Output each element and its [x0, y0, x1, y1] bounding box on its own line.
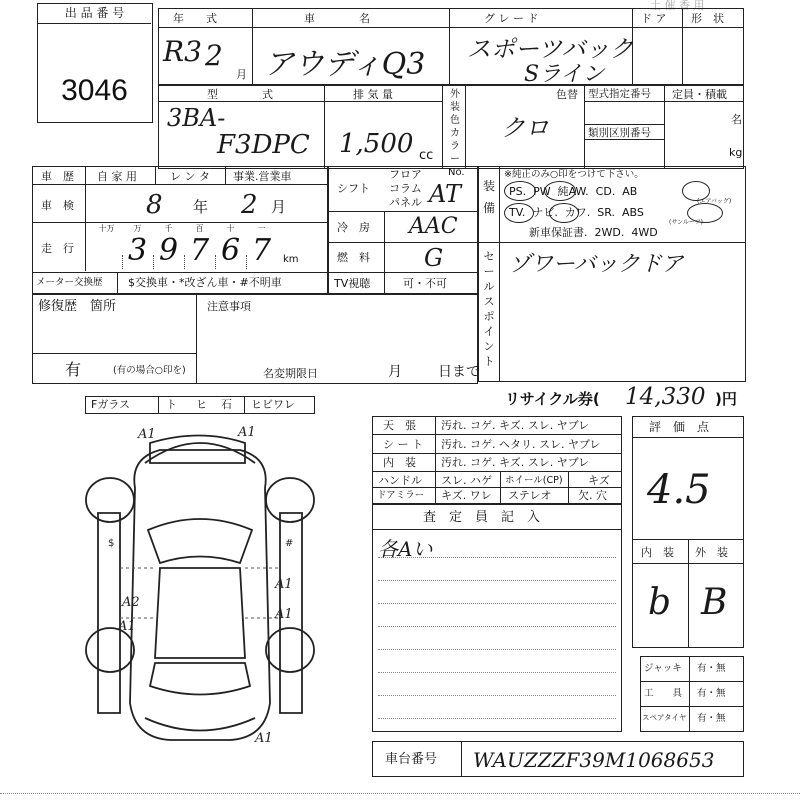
wheel-rear-left [86, 628, 134, 672]
airbag-sub: (エアバッグ) [697, 198, 732, 205]
interior-grade-value: b [648, 582, 672, 623]
sales-point-label: セールスポイント [483, 250, 495, 368]
meter-label: メーター交換歴 [36, 277, 103, 288]
lot-number: 3046 [61, 74, 128, 107]
tv-label: TV視聴 [334, 277, 371, 290]
recycle-unit: )円 [715, 390, 737, 408]
shape-label: 形 状 [691, 12, 724, 25]
grade-value: 4.5 [647, 467, 711, 513]
tag-fglass: Fガラス [91, 398, 130, 411]
history-label: 車 歴 [41, 170, 74, 183]
mileage-digit-label: 十 [226, 224, 235, 233]
mileage-digit: 3 [127, 233, 148, 268]
mileage-digit-cell [122, 223, 153, 271]
wheel-value: キズ [588, 474, 610, 487]
inspector-box [372, 504, 622, 732]
interior-grade-label: 内 装 [641, 546, 674, 559]
color-value: クロ [501, 114, 549, 142]
car-rear-outline [145, 718, 255, 731]
spare-tire-label: スペアタイヤ [642, 713, 687, 722]
shift-box [328, 166, 478, 294]
wheel-front-right [266, 478, 314, 522]
month-unit: 月 [236, 68, 247, 81]
repair-box [32, 294, 478, 384]
tag-crack: ヒビワレ [251, 398, 295, 411]
inspection-label: 車 検 [41, 199, 74, 212]
ext-color-label: 外装色カラーNo. [448, 89, 465, 178]
jack-value: 有・無 [697, 663, 726, 674]
damage-mark-1: A1 [138, 427, 156, 442]
type-no-label: 型式指定番号 [588, 88, 651, 100]
person-unit: 名 [731, 113, 742, 126]
handle-label: ハンドル [378, 474, 422, 487]
tag-to: ト [166, 398, 177, 411]
tools-value: 有・無 [697, 688, 726, 699]
displacement-label: 排 気 量 [353, 88, 393, 101]
car-body-outline [130, 450, 270, 740]
mirror-options: キズ. ワレ [441, 489, 492, 502]
interior-label: 内 装 [383, 456, 416, 469]
mileage-digit-cell [246, 223, 277, 271]
year-value: R3 [163, 35, 202, 68]
seat-label: シ ー ト [383, 438, 423, 451]
repair-value: 有 [65, 360, 82, 379]
wheel-label: ホイール(CP) [505, 475, 563, 486]
mileage-digit-cell [215, 223, 246, 271]
inspection-month: 2 [241, 190, 258, 220]
jack-label: ジャッキ [644, 663, 682, 674]
chassis-box [372, 741, 744, 777]
exterior-grade-value: B [701, 582, 728, 623]
inspector-note: 各Aい [378, 537, 433, 561]
tv-value: 可・不可 [403, 277, 447, 290]
fuel-label: 燃 料 [337, 251, 370, 264]
inspection-year: 8 [146, 190, 163, 220]
damage-mark-5: A1 [275, 607, 293, 622]
mileage-digit-label: 百 [195, 224, 204, 233]
doors-label: ド ア [641, 12, 667, 25]
lot-label: 出 品 番 号 [64, 6, 125, 20]
wheel-front-left [86, 478, 134, 522]
displacement-value: 1,500 [339, 129, 414, 159]
stereo-label: ステレオ [508, 489, 552, 502]
interior-table [372, 416, 622, 504]
mileage-digit: 9 [158, 233, 179, 268]
wheel-rear-right [266, 628, 314, 672]
mileage-digits [91, 223, 281, 271]
cc-unit: cc [419, 148, 434, 163]
inspector-label: 査 定 員 記 入 [423, 510, 541, 525]
kg-unit: kg [729, 146, 743, 159]
top-faint-text: 土 催 香 用 [650, 0, 705, 12]
capacity-label: 定員・積載 [672, 88, 727, 101]
stereo-value: 欠. 穴 [578, 489, 607, 502]
car-name-value: アウディQ3 [264, 47, 426, 82]
tools-box [640, 656, 744, 732]
chassis-label: 車台番号 [385, 752, 438, 767]
ceiling-label: 天 張 [383, 419, 416, 432]
door-mark-1: $ [108, 538, 115, 549]
mileage-label: 走 行 [41, 242, 74, 255]
model-value-2: F3DPC [217, 130, 310, 160]
mirror-label: ドアミラー [377, 490, 425, 501]
shift-opt-column[interactable]: コラム [389, 182, 422, 195]
mileage-digit-separator [246, 255, 247, 269]
car-windshield [148, 519, 252, 563]
equipment-box [478, 166, 746, 382]
lot-box [37, 3, 153, 123]
meter-options: $交換車・*改ざん車・#不明車 [128, 276, 282, 289]
model-value-1: 3BA- [167, 104, 226, 132]
history-opt-rental[interactable]: レ ン タ [170, 170, 210, 183]
ac-label: 冷 房 [337, 221, 370, 234]
ac-value: AAC [409, 214, 458, 239]
shift-value: AT [429, 180, 462, 208]
shift-label: シフト [337, 182, 370, 195]
grade-value-1: スポーツバック [467, 35, 634, 63]
mileage-digit: 7 [251, 233, 272, 268]
car-front-outline [145, 443, 255, 463]
mileage-digit-label: 千 [164, 224, 173, 233]
damage-mark-2: A1 [238, 425, 256, 440]
fuel-value: G [424, 244, 444, 272]
repair-label: 修復歴 箇所 [38, 299, 117, 314]
grade-box [632, 416, 744, 648]
tools-label: 工 具 [644, 688, 683, 699]
damage-mark-6: A1 [118, 619, 136, 634]
mileage-digit-cell [184, 223, 215, 271]
mileage-digit-label: 一 [257, 224, 266, 233]
mileage-digit-cell [153, 223, 184, 271]
door-mark-2: # [285, 538, 294, 549]
history-box [32, 166, 328, 294]
mileage-digit-separator [184, 255, 185, 269]
model-label: 型 式 [207, 88, 273, 101]
equipment-label: 装備 [482, 179, 495, 215]
name-label: 車 名 [304, 12, 370, 25]
equipment-row-3: 新車保証書. 2WD. 4WD [529, 226, 658, 239]
equipment-note: ※純正のみ○印をつけて下さい。 [504, 169, 644, 180]
damage-tags-box [85, 396, 315, 414]
mileage-digit-cell [91, 223, 122, 271]
chassis-number: WAUZZZF39M1068653 [473, 748, 715, 772]
mileage-digit: 7 [189, 233, 210, 268]
category-no-label: 類別区別番号 [588, 127, 651, 139]
mileage-digit-label: 十万 [98, 224, 115, 233]
notes-label: 注意事項 [207, 300, 251, 313]
damage-mark-3: A1 [275, 577, 293, 592]
inspection-month-unit: 月 [271, 198, 287, 216]
equipment-row-1: PS. PW 純AW. CD. AB [509, 185, 638, 198]
tag-stone: 石 [221, 398, 232, 411]
limit-day-unit: 日まで [438, 364, 480, 380]
history-opt-business[interactable]: 事業.営業車 [233, 170, 292, 183]
mileage-digit-separator [122, 255, 123, 269]
name-change-limit: 名変期限日 [263, 367, 318, 380]
vehicle-main-box [158, 8, 744, 85]
mileage-digit-label: 万 [133, 224, 142, 233]
car-rear-window [150, 663, 250, 695]
recycle-amount: 14,330 [625, 384, 706, 410]
year-label: 年 式 [173, 12, 217, 25]
damage-mark-7: A1 [255, 731, 273, 746]
exterior-grade-label: 外 装 [695, 546, 728, 559]
limit-month-unit: 月 [388, 364, 402, 380]
recycle-label: リサイクル券( [505, 390, 600, 408]
car-damage-diagram [80, 418, 320, 748]
shift-opt-floor[interactable]: フロア [389, 168, 422, 181]
handle-options: スレ. ハゲ [441, 474, 492, 487]
km-unit: km [283, 254, 299, 265]
sunroof-sub: (サンルーフ) [669, 219, 703, 226]
mileage-digit-separator [215, 255, 216, 269]
mileage-digit-separator [153, 255, 154, 269]
sales-point-value: ゾワーバックドア [509, 252, 684, 277]
shift-opt-panel[interactable]: パネル [389, 196, 422, 209]
grade-value-2: Sライン [524, 62, 605, 87]
spare-tire-value: 有・無 [697, 713, 726, 724]
ceiling-options: 汚れ. コゲ. キズ. スレ. ヤブレ [441, 419, 590, 432]
color-change-label: 色替 [556, 88, 578, 101]
tag-hi: ヒ [196, 398, 207, 411]
grade-label: 評 価 点 [649, 420, 710, 434]
inspection-year-unit: 年 [193, 198, 209, 216]
mileage-digit: 6 [220, 233, 241, 268]
equipment-row-2: TV. ナビ. カワ. SR. ABS [509, 206, 644, 219]
year-month-value: 2 [205, 39, 223, 72]
interior-options: 汚れ. コゲ. キズ. スレ. ヤブレ [441, 456, 590, 469]
history-opt-private[interactable]: 自 家 用 [97, 170, 137, 183]
seat-options: 汚れ. コゲ. ヘタリ. スレ. ヤブレ [441, 438, 601, 451]
grade-label: グ レ ー ド [484, 12, 539, 25]
repair-circle-note: (有の場合○印を) [113, 365, 186, 376]
damage-mark-4: A2 [122, 595, 140, 610]
car-roof [155, 568, 245, 658]
